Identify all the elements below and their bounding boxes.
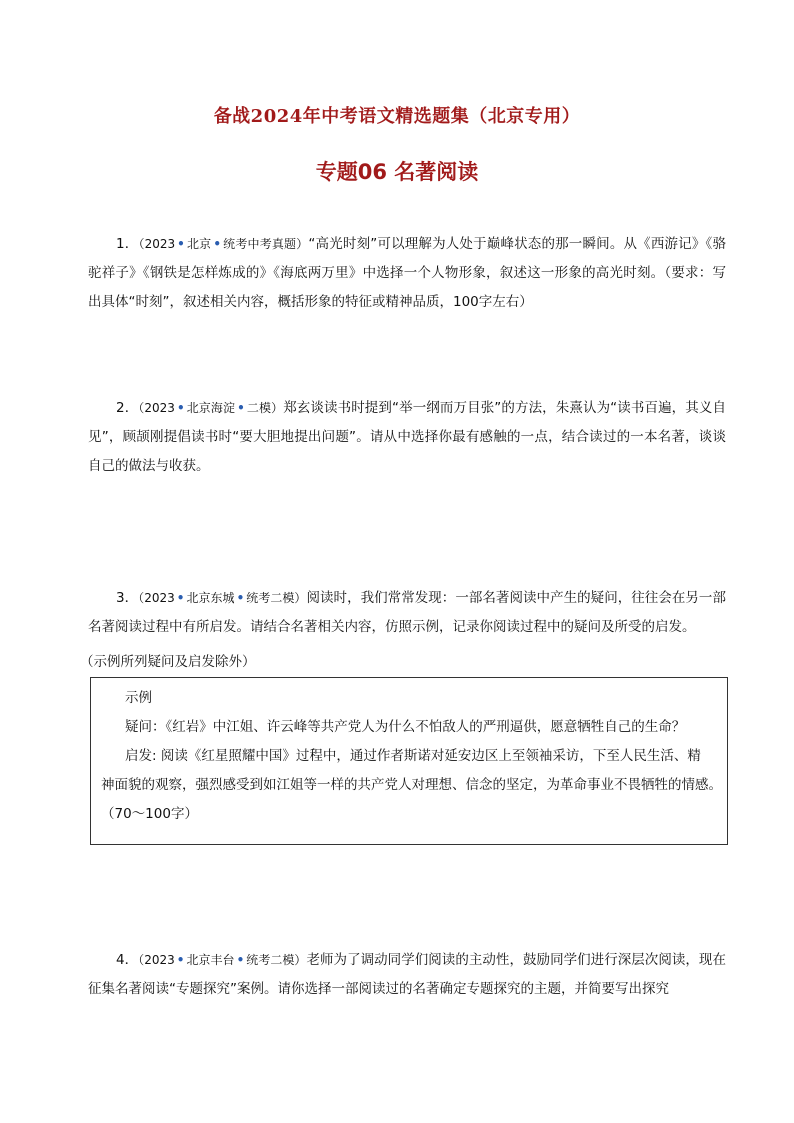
question-number: 3．: [116, 590, 139, 606]
example-heading: 示例: [125, 690, 152, 706]
question-source: （2023 • 北京丰台 • 统考二模）: [138, 953, 307, 967]
question-text: 郑玄谈读书时提到“举一纲而万目张”的方法，朱熹认为“读书百遍，其义自见”，顾颉刚提倡读书时“要大胆地提出问题”。请从中选择你最有感触的一点，结合读过的一本名著，谈谈自己的做法与收获。: [88, 400, 726, 474]
example-question: 疑问：《红岩》中江姐、许云峰等共产党人为什么不怕敌人的严刑逼供，愿意牺牲自己的生命？: [125, 719, 686, 735]
collection-title: 备战2024年中考语文精选题集（北京专用）: [213, 106, 581, 127]
question-number: 2．: [116, 400, 139, 416]
example-box: [90, 677, 728, 845]
question-source: （2023 • 北京东城 • 统考二模）: [138, 591, 307, 605]
topic-title: 专题06 名著阅读: [315, 160, 479, 184]
question-source: （2023 • 北京海淀 • 二模）: [138, 401, 284, 415]
question-1: [88, 230, 726, 317]
example-insight-line-2: 神面貌的观察，强烈感受到如江姐等一样的共产党人对理想、信念的坚定，为革命事业不畏牺牲的情感。: [101, 777, 722, 793]
example-word-limit: （70～100字）: [101, 806, 198, 822]
question-text: 阅读时，我们常常发现：一部名著阅读中产生的疑问，往往会在另一部名著阅读过程中有所启发。请结合名著相关内容，仿照示例，记录你阅读过程中的疑问及所受的启发。: [88, 590, 726, 635]
question-3: [88, 584, 726, 642]
question-2: [88, 394, 726, 481]
question-text: 老师为了调动同学们阅读的主动性，鼓励同学们进行深层次阅读，现在征集名著阅读“专题探究”案例。请你选择一部阅读过的名著确定专题探究的主题，并简要写出探究: [88, 952, 726, 997]
question-3-note: （示例所列疑问及启发除外）: [80, 654, 256, 670]
question-number: 1．: [116, 236, 139, 252]
question-number: 4．: [116, 952, 139, 968]
example-insight-line-1: 启发: 阅读《红星照耀中国》过程中，通过作者斯诺对延安边区上至领袖采访，下至人民生活、精: [125, 748, 701, 764]
question-4: [88, 946, 726, 1004]
question-text: “高光时刻”可以理解为人处于巅峰状态的那一瞬间。从《西游记》《骆驼祥子》《钢铁是怎样炼成的》《海底两万里》中选择一个人物形象，叙述这一形象的高光时刻。（要求：写出具体“时刻”，叙述相关内容，概括形象的特征或精神品质，100字左右）: [88, 236, 726, 310]
question-source: （2023 • 北京 • 统考中考真题）: [138, 237, 309, 251]
